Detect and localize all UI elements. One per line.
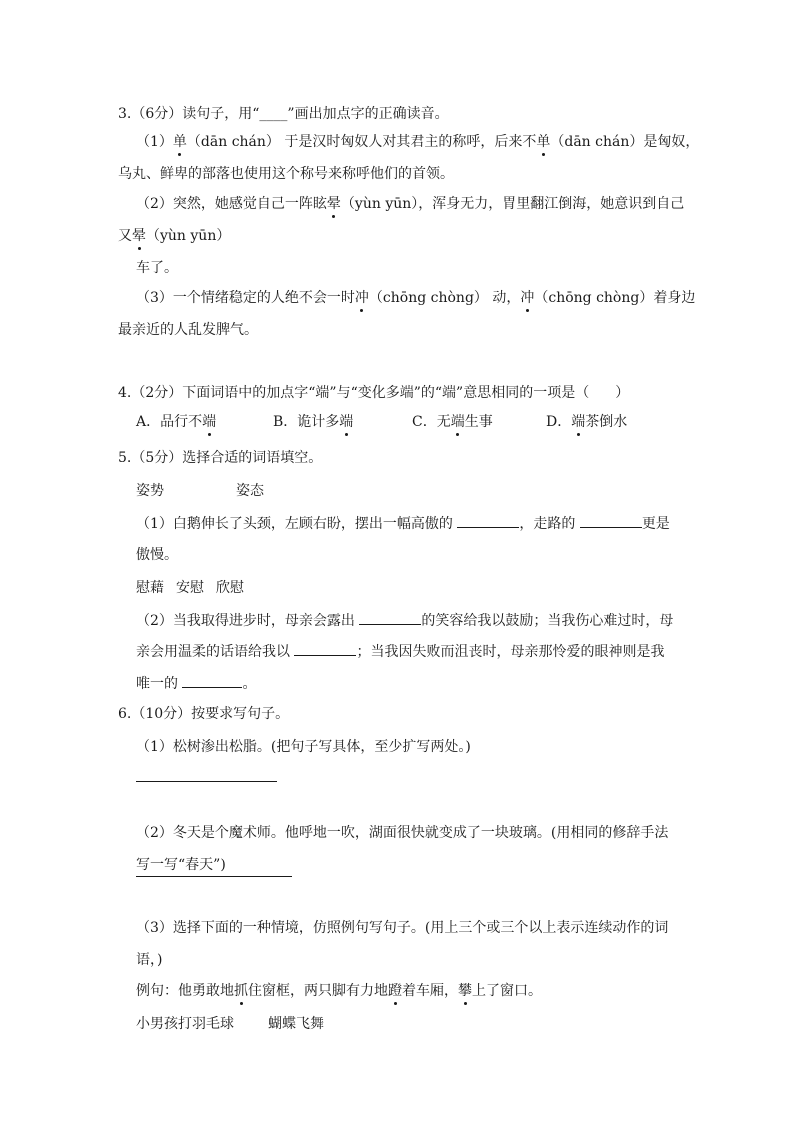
- q5-sentence-2-line3: [136, 673, 256, 694]
- q5-word-bank-2: [136, 578, 244, 598]
- q5-sentence-2: [136, 610, 673, 631]
- text: ，走路的: [519, 516, 580, 532]
- dotted-char: 单: [172, 134, 187, 150]
- text: （chōng chòng）着身边: [534, 290, 696, 306]
- text: 又: [118, 228, 132, 244]
- fill-blank[interactable]: [294, 641, 356, 656]
- fill-blank[interactable]: [457, 513, 519, 528]
- q6-sentence-2: （2）冬天是个魔术师。他呼地一吹，湖面很快就变成了一块玻璃。(用相同的修辞手法: [136, 825, 669, 841]
- q5-sentence-1-line2: 傲慢。: [136, 547, 178, 563]
- text: 亲会用温柔的话语给我以: [136, 644, 295, 660]
- q5-sentence-2-line2: [136, 641, 664, 662]
- text: A．品行不: [136, 414, 203, 430]
- dotted-char: 晕: [326, 196, 341, 212]
- text: （dān chán）是匈奴，: [550, 134, 700, 150]
- fill-blank[interactable]: [182, 673, 242, 688]
- q6-title: 6.（10分）按要求写句子。: [118, 706, 290, 722]
- word: 姿态: [236, 483, 264, 499]
- q3-sentence-1: [136, 132, 699, 152]
- text: （dān chán） 于是汉时匈奴人对其君主的称呼，后来不: [186, 134, 537, 150]
- q4-option-c[interactable]: [412, 412, 493, 432]
- text: （yùn yūn），浑身无力，胃里翻江倒海，她意识到自己: [340, 196, 685, 212]
- fill-blank[interactable]: [359, 610, 421, 625]
- q3-sentence-2-line3: 车了。: [136, 260, 178, 276]
- text: 的笑容给我以鼓励；当我伤心难过时，母: [421, 613, 674, 629]
- text: 。: [242, 676, 257, 692]
- scene-option: 小男孩打羽毛球: [136, 1016, 234, 1032]
- text: （3）一个情绪稳定的人绝不会一时: [136, 290, 355, 306]
- q3-title: 3.（6分）读句子，用“____”画出加点字的正确读音。: [118, 106, 449, 122]
- text: 4.（2分）下面词语中的加点字“端”与“变化多端”的“端”意思相同的一项是（: [118, 385, 590, 401]
- q6-scenes: [136, 1014, 324, 1034]
- text: ）: [615, 385, 630, 401]
- text: （chōng chòng） 动，: [368, 290, 521, 306]
- q6-sentence-3: （3）选择下面的一种情境，仿照例句写句子。(用上三个或三个以上表示连续动作的词: [136, 920, 669, 936]
- text: B．诡计多: [273, 414, 340, 430]
- text: （2）突然，她感觉自己一阵眩: [136, 196, 327, 212]
- text: （1）白鹅伸长了头颈，左顾右盼，摆出一幅高傲的: [136, 516, 458, 532]
- dotted-char: 端: [450, 414, 465, 430]
- q4-title: [118, 383, 629, 403]
- text: 上了窗口。: [472, 983, 542, 999]
- q3-sentence-3: [136, 288, 695, 308]
- q6-sentence-2-line2: 写一写“春天”): [136, 857, 226, 873]
- scene-option: 蝴蝶飞舞: [268, 1016, 324, 1032]
- text: D．: [546, 414, 572, 430]
- word: 安慰: [176, 580, 204, 596]
- q3-sentence-3-line2: 最亲近的人乱发脾气。: [118, 322, 258, 338]
- q4-option-d[interactable]: [546, 412, 627, 432]
- word: 欣慰: [216, 580, 244, 596]
- q4-option-a[interactable]: [136, 412, 216, 432]
- dotted-char: 蹬: [388, 983, 402, 999]
- fill-blank[interactable]: [580, 513, 642, 528]
- dotted-char: 晕: [132, 228, 146, 244]
- dotted-char: 端: [571, 414, 586, 430]
- dotted-char: 抓: [234, 983, 248, 999]
- dotted-char: 冲: [354, 290, 369, 306]
- dotted-char: 端: [339, 414, 354, 430]
- q5-title: 5.（5分）选择合适的词语填空。: [118, 450, 323, 466]
- q5-word-bank-1: [136, 481, 264, 501]
- word: 慰藉: [136, 580, 164, 596]
- q3-sentence-2-line2: [118, 226, 230, 246]
- text: 更是: [641, 516, 670, 532]
- q6-sentence-1: （1）松树渗出松脂。(把句子写具体，至少扩写两处。): [136, 739, 471, 755]
- text: （2）当我取得进步时，母亲会露出: [136, 613, 360, 629]
- text: 例句：他勇敢地: [136, 983, 234, 999]
- text: 住窗框，两只脚有力地: [248, 983, 388, 999]
- q3-sentence-1-line2: 乌丸、鲜卑的部落也使用这个称号来称呼他们的首领。: [118, 166, 454, 182]
- text: 生事: [464, 414, 493, 430]
- q5-sentence-1: [136, 513, 670, 534]
- text: 茶倒水: [585, 414, 628, 430]
- dotted-char: 端: [202, 414, 217, 430]
- q3-sentence-2: [136, 194, 684, 214]
- q6-answer-line-1[interactable]: [136, 781, 277, 782]
- text: C．无: [412, 414, 451, 430]
- word: 姿势: [136, 483, 164, 499]
- q6-answer-line-2[interactable]: [136, 876, 292, 877]
- dotted-char: 攀: [458, 983, 472, 999]
- dotted-char: 单: [536, 134, 551, 150]
- dotted-char: 冲: [520, 290, 535, 306]
- text: （yùn yūn）: [146, 228, 231, 244]
- text: ；当我因失败而沮丧时，母亲那怜爱的眼神则是我: [356, 644, 665, 660]
- q4-option-b[interactable]: [273, 412, 353, 432]
- q6-sentence-3-line2: 语，): [136, 952, 163, 968]
- text: （1）: [136, 134, 173, 150]
- text: 唯一的: [136, 676, 183, 692]
- q6-example: [136, 981, 542, 1001]
- text: 着车厢，: [402, 983, 458, 999]
